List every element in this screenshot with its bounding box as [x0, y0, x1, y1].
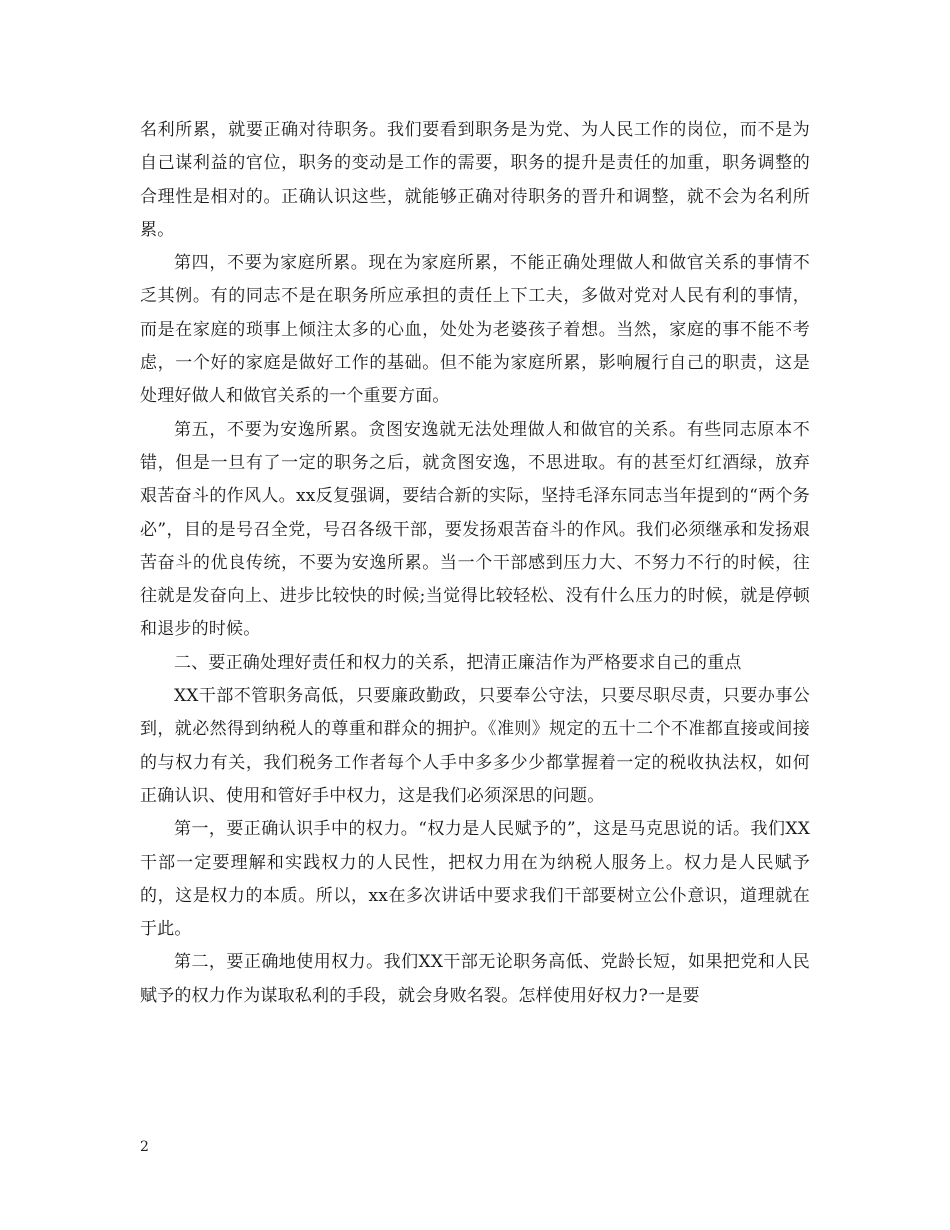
- page-number: 2: [140, 1139, 149, 1155]
- document-body: [140, 114, 810, 1013]
- paragraph: XX干部不管职务高低，只要廉政勤政，只要奉公守法，只要尽职尽责，只要办事公到，就必然得到纳税人的尊重和群众的拥护。《准则》规定的五十二个不准都直接或间接的与权力有关，我们税务工作者每个人手中多多少少都掌握着一定的税收执法权，如何正确认识、使用和管好手中权力，这是我们必须深思的问题。: [140, 686, 810, 806]
- paragraph: 第一，要正确认识手中的权力。“权力是人民赋予的”，这是马克思说的话。我们XX干部一定要理解和实践权力的人民性，把权力用在为纳税人服务上。权力是人民赋予的，这是权力的本质。所以，xx在多次讲话中要求我们干部要树立公仆意识，道理就在于此。: [140, 819, 810, 940]
- paragraph: 第四，不要为家庭所累。现在为家庭所累，不能正确处理做人和做官关系的事情不乏其例。有的同志不是在职务所应承担的责任上下工夫，多做对党对人民有利的事情，而是在家庭的琐事上倾注太多的心血，处处为老婆孩子着想。当然，家庭的事不能不考虑，一个好的家庭是做好工作的基础。但不能为家庭所累，影响履行自己的职责，这是处理好做人和做官关系的一个重要方面。: [140, 253, 810, 407]
- paragraph: 名利所累，就要正确对待职务。我们要看到职务是为党、为人民工作的岗位，而不是为自己谋利益的官位，职务的变动是工作的需要，职务的提升是责任的加重，职务调整的合理性是相对的。正确认识这些，就能够正确对待职务的晋升和调整，就不会为名利所累。: [140, 120, 810, 240]
- section-heading: 二、要正确处理好责任和权力的关系，把清正廉洁作为严格要求自己的重点: [174, 652, 742, 673]
- paragraph: 第二，要正确地使用权力。我们XX干部无论职务高低、党龄长短，如果把党和人民赋予的权力作为谋取私利的手段，就会身败名裂。怎样使用好权力?一是要: [140, 952, 810, 1006]
- paragraph: 第五，不要为安逸所累。贪图安逸就无法处理做人和做官的关系。有些同志原本不错，但是一旦有了一定的职务之后，就贪图安逸，不思进取。有的甚至灯红酒绿，放弃艰苦奋斗的作风人。xx反复强调，要结合新的实际，坚持毛泽东同志当年提到的“两个务必”，目的是号召全党，号召各级干部，要发扬艰苦奋斗的作风。我们必须继承和发扬艰苦奋斗的优良传统，不要为安逸所累。当一个干部感到压力大、不努力不行的时候，往往就是发奋向上、进步比较快的时候;当觉得比较轻松、没有什么压力的时候，就是停顿和退步的时候。: [140, 419, 810, 640]
